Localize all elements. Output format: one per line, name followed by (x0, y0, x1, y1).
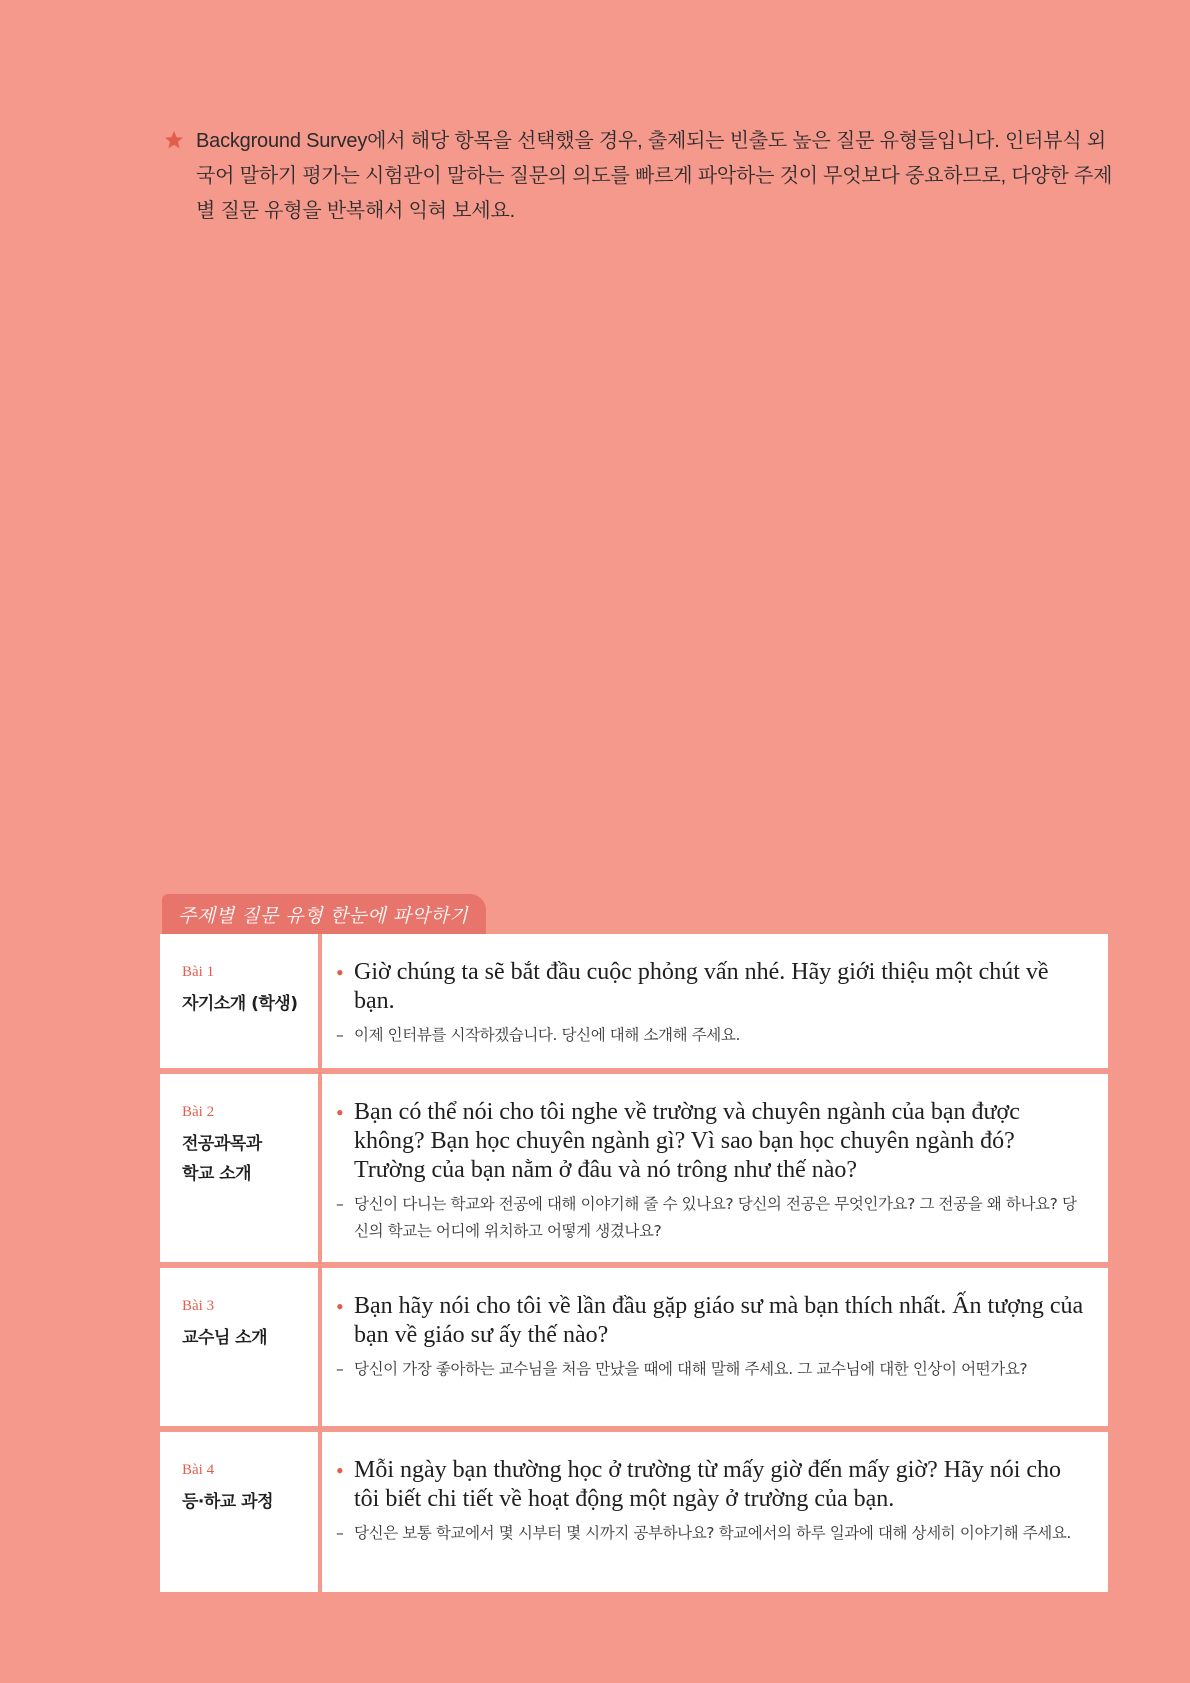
star-icon (164, 130, 184, 150)
question-korean-text: 당신이 다니는 학교와 전공에 대해 이야기해 줄 수 있나요? 당신의 전공은 무엇인가요? 그 전공을 왜 하나요? 당신의 학교는 어디에 위치하고 어떻게 생겼나요? (354, 1195, 1077, 1240)
question-korean (336, 1520, 1088, 1547)
lesson-label-cell (160, 1268, 318, 1426)
intro-text: Background Survey에서 해당 항목을 선택했을 경우, 출제되는 빈출도 높은 질문 유형들입니다. 인터뷰식 외국어 말하기 평가는 시험관이 말하는 질문의 의도를 빠르게 파악하는 것이 무엇보다 중요하므로, 다양한 주제별 질문 유형을 반복해서 익혀 보세요. (196, 130, 1113, 222)
question-korean-text: 이제 인터뷰를 시작하겠습니다. 당신에 대해 소개해 주세요. (354, 1026, 740, 1044)
lesson-label-cell (160, 1074, 318, 1262)
bullet-icon: • (336, 960, 344, 985)
lesson-number: Bài 1 (182, 964, 215, 980)
lesson-label-cell (160, 1432, 318, 1592)
lesson-label-cell (160, 934, 318, 1068)
lesson-row-3 (160, 1268, 1108, 1426)
dash-icon: – (336, 1524, 344, 1542)
dash-icon: – (336, 1195, 344, 1213)
lesson-question-cell (322, 1268, 1108, 1426)
dash-icon: – (336, 1026, 344, 1044)
question-vietnamese-text: Bạn có thể nói cho tôi nghe về trường và chuyên ngành của bạn được không? Bạn học chuyên ngành gì? Vì sao bạn học chuyên ngành đó? Trường của bạn nằm ở đâu và nó trông như thế nào? (354, 1099, 1020, 1183)
lesson-row-4 (160, 1432, 1108, 1592)
question-vietnamese-text: Mỗi ngày bạn thường học ở trường từ mấy giờ đến mấy giờ? Hãy nói cho tôi biết chi tiết về hoạt động một ngày ở trường của bạn. (354, 1457, 1062, 1512)
lesson-number: Bài 2 (182, 1104, 215, 1120)
question-korean (336, 1356, 1088, 1383)
bullet-icon: • (336, 1100, 344, 1125)
question-vietnamese (336, 1292, 1088, 1350)
question-korean-text: 당신이 가장 좋아하는 교수님을 처음 만났을 때에 대해 말해 주세요. 그 교수님에 대한 인상이 어떤가요? (354, 1360, 1028, 1378)
bullet-icon: • (336, 1294, 344, 1319)
lesson-title: 전공과목과 학교 소개 (182, 1134, 262, 1184)
lesson-question-cell (322, 934, 1108, 1068)
lesson-title: 등·하교 과정 (182, 1492, 273, 1512)
question-table (160, 934, 1108, 1592)
question-vietnamese (336, 1098, 1088, 1185)
intro-paragraph (164, 124, 1124, 229)
section-tab (162, 894, 486, 934)
bullet-icon: • (336, 1458, 344, 1483)
question-vietnamese (336, 958, 1088, 1016)
question-korean (336, 1191, 1088, 1245)
question-korean-text: 당신은 보통 학교에서 몇 시부터 몇 시까지 공부하나요? 학교에서의 하루 일과에 대해 상세히 이야기해 주세요. (354, 1524, 1071, 1542)
dash-icon: – (336, 1360, 344, 1378)
lesson-title: 교수님 소개 (182, 1328, 268, 1348)
lesson-question-cell (322, 1074, 1108, 1262)
lesson-row-2 (160, 1074, 1108, 1262)
lesson-number: Bài 3 (182, 1298, 215, 1314)
section-title: 주제별 질문 유형 한눈에 파악하기 (178, 904, 469, 927)
lesson-question-cell (322, 1432, 1108, 1592)
lesson-title: 자기소개 (학생) (182, 994, 298, 1014)
question-vietnamese-text: Giờ chúng ta sẽ bắt đầu cuộc phỏng vấn nhé. Hãy giới thiệu một chút về bạn. (354, 959, 1049, 1014)
lesson-row-1 (160, 934, 1108, 1068)
question-vietnamese-text: Bạn hãy nói cho tôi về lần đầu gặp giáo sư mà bạn thích nhất. Ấn tượng của bạn về giáo sư ấy thế nào? (354, 1293, 1084, 1348)
question-vietnamese (336, 1456, 1088, 1514)
question-korean (336, 1022, 1088, 1049)
lesson-number: Bài 4 (182, 1462, 215, 1478)
